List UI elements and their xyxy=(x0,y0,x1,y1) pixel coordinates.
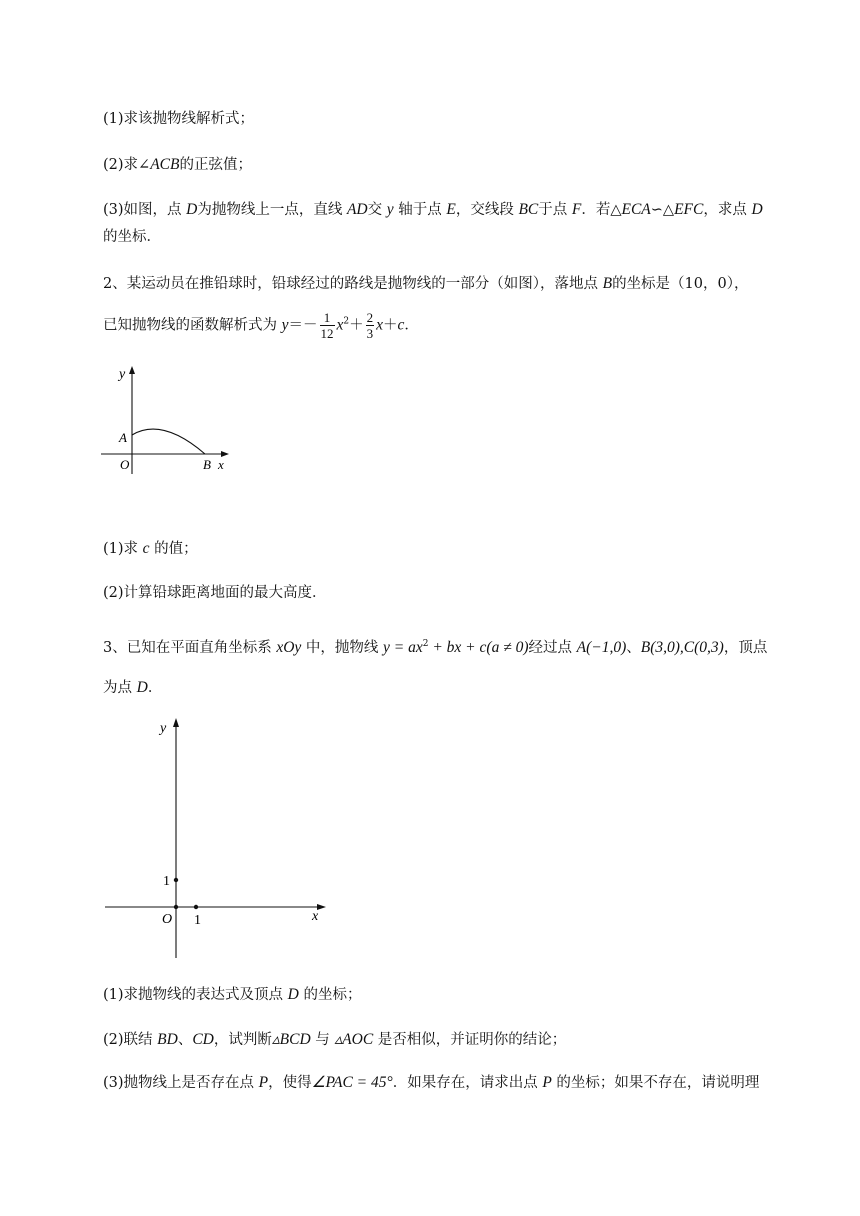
text: ＝－ xyxy=(288,317,318,334)
text: ，顶点 xyxy=(723,640,768,656)
q2-stem xyxy=(103,276,749,292)
q2-formula-line xyxy=(103,310,419,341)
math: D xyxy=(751,201,763,218)
text: 已知抛物线的函数解析式为 xyxy=(103,317,282,334)
text: 的正弦值； xyxy=(179,157,252,173)
operator: ＋ xyxy=(383,317,398,334)
text: ，交线段 xyxy=(455,202,519,218)
math: x xyxy=(376,316,384,334)
text: 中，抛物线 xyxy=(301,640,384,656)
q1-part3-cont xyxy=(103,230,161,245)
math: c xyxy=(397,316,405,334)
q2-part1 xyxy=(103,541,198,557)
operator: ＋ xyxy=(349,317,364,334)
q3-part3 xyxy=(103,1075,759,1091)
math: B xyxy=(602,275,613,292)
point-a-label: A xyxy=(119,430,127,445)
y-axis-arrow xyxy=(129,366,135,374)
exponent: 2 xyxy=(422,639,429,649)
exponent: 2 xyxy=(343,316,350,327)
q1-part1-text: (1)求该抛物线解析式； xyxy=(103,111,255,127)
numerator: 2 xyxy=(366,310,374,325)
text: 的值； xyxy=(149,541,198,557)
text: 的坐标． xyxy=(103,229,161,245)
q3-figure xyxy=(100,714,335,964)
math: D xyxy=(287,986,299,1003)
point-b-label: B xyxy=(203,457,211,472)
math: + bx + c xyxy=(428,639,487,656)
origin-point xyxy=(174,905,178,909)
q3-part2 xyxy=(103,1032,566,1048)
y-axis-arrow xyxy=(173,718,179,727)
math: A(−1,0) xyxy=(576,639,627,656)
text: 为抛物线上一点，直线 xyxy=(197,202,347,218)
x-label: x xyxy=(218,457,224,472)
math: E xyxy=(446,201,456,218)
math: CD xyxy=(192,1031,214,1048)
text: 的坐标是（10，0）， xyxy=(612,276,749,292)
tick-label-x-1: 1 xyxy=(194,913,201,928)
text: (2)求∠ xyxy=(103,157,151,173)
unit-point-x xyxy=(194,905,198,909)
text: 2、某运动员在推铅球时，铅球经过的路线是抛物线的一部分（如图），落地点 xyxy=(103,276,603,292)
text: ．如果存在，请求出点 xyxy=(392,1075,543,1091)
text: 、 xyxy=(626,640,641,656)
text: (3)抛物线上是否存在点 xyxy=(103,1075,259,1091)
text: 的坐标； xyxy=(298,987,362,1003)
q1-part2 xyxy=(103,157,252,173)
text: 3、已知在平面直角坐标系 xyxy=(103,640,277,656)
math: y xyxy=(386,201,394,218)
math: B(3,0),C(0,3) xyxy=(640,639,724,656)
math: x xyxy=(336,316,344,334)
text: 的坐标；如果不存在，请说明理 xyxy=(551,1075,760,1091)
unit-point-y xyxy=(174,878,178,882)
math: y = ax xyxy=(383,639,423,656)
math: D xyxy=(186,201,198,218)
math: P xyxy=(542,1074,552,1091)
text: 轴于点 xyxy=(393,202,447,218)
fraction-2-3 xyxy=(366,310,375,341)
math: EFC xyxy=(674,201,704,218)
math: c xyxy=(142,540,150,557)
text: 经过点 xyxy=(528,640,577,656)
text: (1)求 xyxy=(103,541,143,557)
math: y xyxy=(281,316,289,334)
q2-figure xyxy=(95,362,245,482)
tick-label-y-1: 1 xyxy=(163,874,170,889)
math: (a ≠ 0) xyxy=(486,639,529,656)
numerator: 1 xyxy=(320,310,335,326)
text: ，求点 xyxy=(703,202,752,218)
y-label: y xyxy=(119,367,126,382)
text: ，试判断 xyxy=(213,1032,272,1048)
text: ∽△ xyxy=(650,202,675,218)
y-label: y xyxy=(160,721,167,736)
q1-part3 xyxy=(103,202,763,218)
text: (3)如图，点 xyxy=(103,202,187,218)
text: ． xyxy=(147,680,163,696)
text: 于点 xyxy=(538,202,572,218)
x-label: x xyxy=(312,909,319,924)
text: 、 xyxy=(177,1032,193,1048)
math: ECA xyxy=(621,201,651,218)
origin-label: O xyxy=(162,912,173,927)
math: AD xyxy=(346,201,368,218)
q3-stem xyxy=(103,640,767,656)
q3-stem-cont xyxy=(103,680,162,696)
denominator: 3 xyxy=(366,326,374,341)
text: ．若△ xyxy=(581,202,622,218)
text: (1)求抛物线的表达式及顶点 xyxy=(103,987,288,1003)
text: (2)计算铅球距离地面的最大高度． xyxy=(103,585,327,601)
q2-part2 xyxy=(103,586,327,601)
text: 是否相似，并证明你的结论； xyxy=(373,1032,567,1048)
parabola-curve xyxy=(132,429,205,454)
x-axis-arrow xyxy=(317,904,326,910)
text: 为点 xyxy=(103,680,137,696)
math: xOy xyxy=(276,639,302,656)
text: ． xyxy=(404,317,419,334)
math: ∠PAC = 45° xyxy=(311,1074,393,1091)
q1-part1 xyxy=(103,112,254,127)
math: ▵AOC xyxy=(334,1031,374,1048)
math: F xyxy=(571,201,582,218)
math: P xyxy=(258,1074,269,1091)
math: BC xyxy=(518,201,539,218)
origin-label: O xyxy=(120,457,130,472)
math: ACB xyxy=(150,156,180,173)
text: (2)联结 xyxy=(103,1032,158,1048)
math: D xyxy=(136,679,148,696)
denominator: 12 xyxy=(320,326,334,341)
fraction-1-12 xyxy=(320,310,335,341)
text: ，使得 xyxy=(268,1075,312,1091)
math: ▵BCD xyxy=(271,1031,311,1048)
text: 与 xyxy=(310,1032,335,1048)
q3-part1 xyxy=(103,987,361,1003)
text: 交 xyxy=(367,202,387,218)
math: BD xyxy=(157,1031,178,1048)
